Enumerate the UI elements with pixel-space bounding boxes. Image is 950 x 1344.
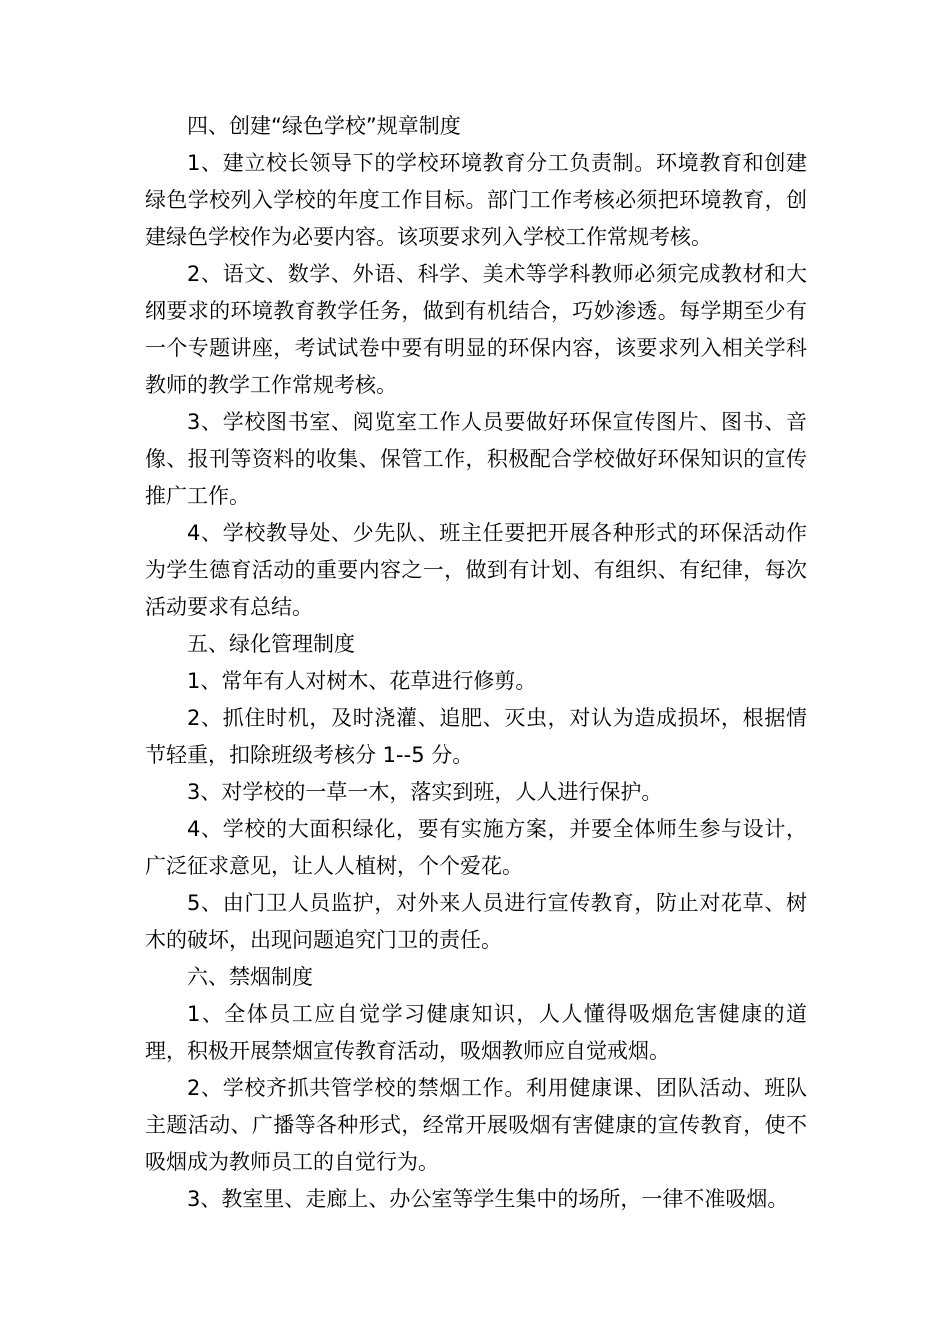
paragraph: 2、学校齐抓共管学校的禁烟工作。利用健康课、团队活动、班队主题活动、广播等各种形式，经常开展吸烟有害健康的宣传教育，使不吸烟成为教师员工的自觉行为。	[145, 1076, 807, 1174]
paragraph: 3、教室里、走廊上、办公室等学生集中的场所，一律不准吸烟。	[187, 1187, 789, 1211]
paragraph: 4、学校教导处、少先队、班主任要把开展各种形式的环保活动作为学生德育活动的重要内容之一，做到有计划、有组织、有纪律，每次活动要求有总结。	[145, 521, 807, 619]
paragraph: 3、学校图书室、阅览室工作人员要做好环保宣传图片、图书、音像、报刊等资料的收集、保管工作，积极配合学校做好环保知识的宣传推广工作。	[145, 410, 807, 508]
paragraph: 3、对学校的一草一木，落实到班，人人进行保护。	[187, 780, 663, 804]
section-heading-6: 六、禁烟制度	[187, 965, 313, 989]
section-heading-4: 四、创建“绿色学校”规章制度	[187, 114, 461, 138]
paragraph: 5、由门卫人员监护，对外来人员进行宣传教育，防止对花草、树木的破坏，出现问题追究门卫的责任。	[145, 891, 807, 952]
paragraph: 1、全体员工应自觉学习健康知识，人人懂得吸烟危害健康的道理，积极开展禁烟宣传教育活动，吸烟教师应自觉戒烟。	[145, 1002, 807, 1063]
paragraph: 1、常年有人对树木、花草进行修剪。	[187, 669, 537, 693]
paragraph: 2、抓住时机，及时浇灌、追肥、灭虫，对认为造成损坏，根据情节轻重，扣除班级考核分 1--5 分。	[145, 706, 807, 767]
document-page	[145, 108, 807, 1218]
paragraph: 4、学校的大面积绿化，要有实施方案，并要全体师生参与设计，广泛征求意见，让人人植树，个个爱花。	[145, 817, 807, 878]
paragraph: 1、建立校长领导下的学校环境教育分工负责制。环境教育和创建绿色学校列入学校的年度工作目标。部门工作考核必须把环境教育，创建绿色学校作为必要内容。该项要求列入学校工作常规考核。	[145, 151, 807, 249]
paragraph: 2、语文、数学、外语、科学、美术等学科教师必须完成教材和大纲要求的环境教育教学任务，做到有机结合，巧妙渗透。每学期至少有一个专题讲座，考试试卷中要有明显的环保内容，该要求列入相关学科教师的教学工作常规考核。	[145, 262, 807, 397]
section-heading-5: 五、绿化管理制度	[187, 632, 355, 656]
